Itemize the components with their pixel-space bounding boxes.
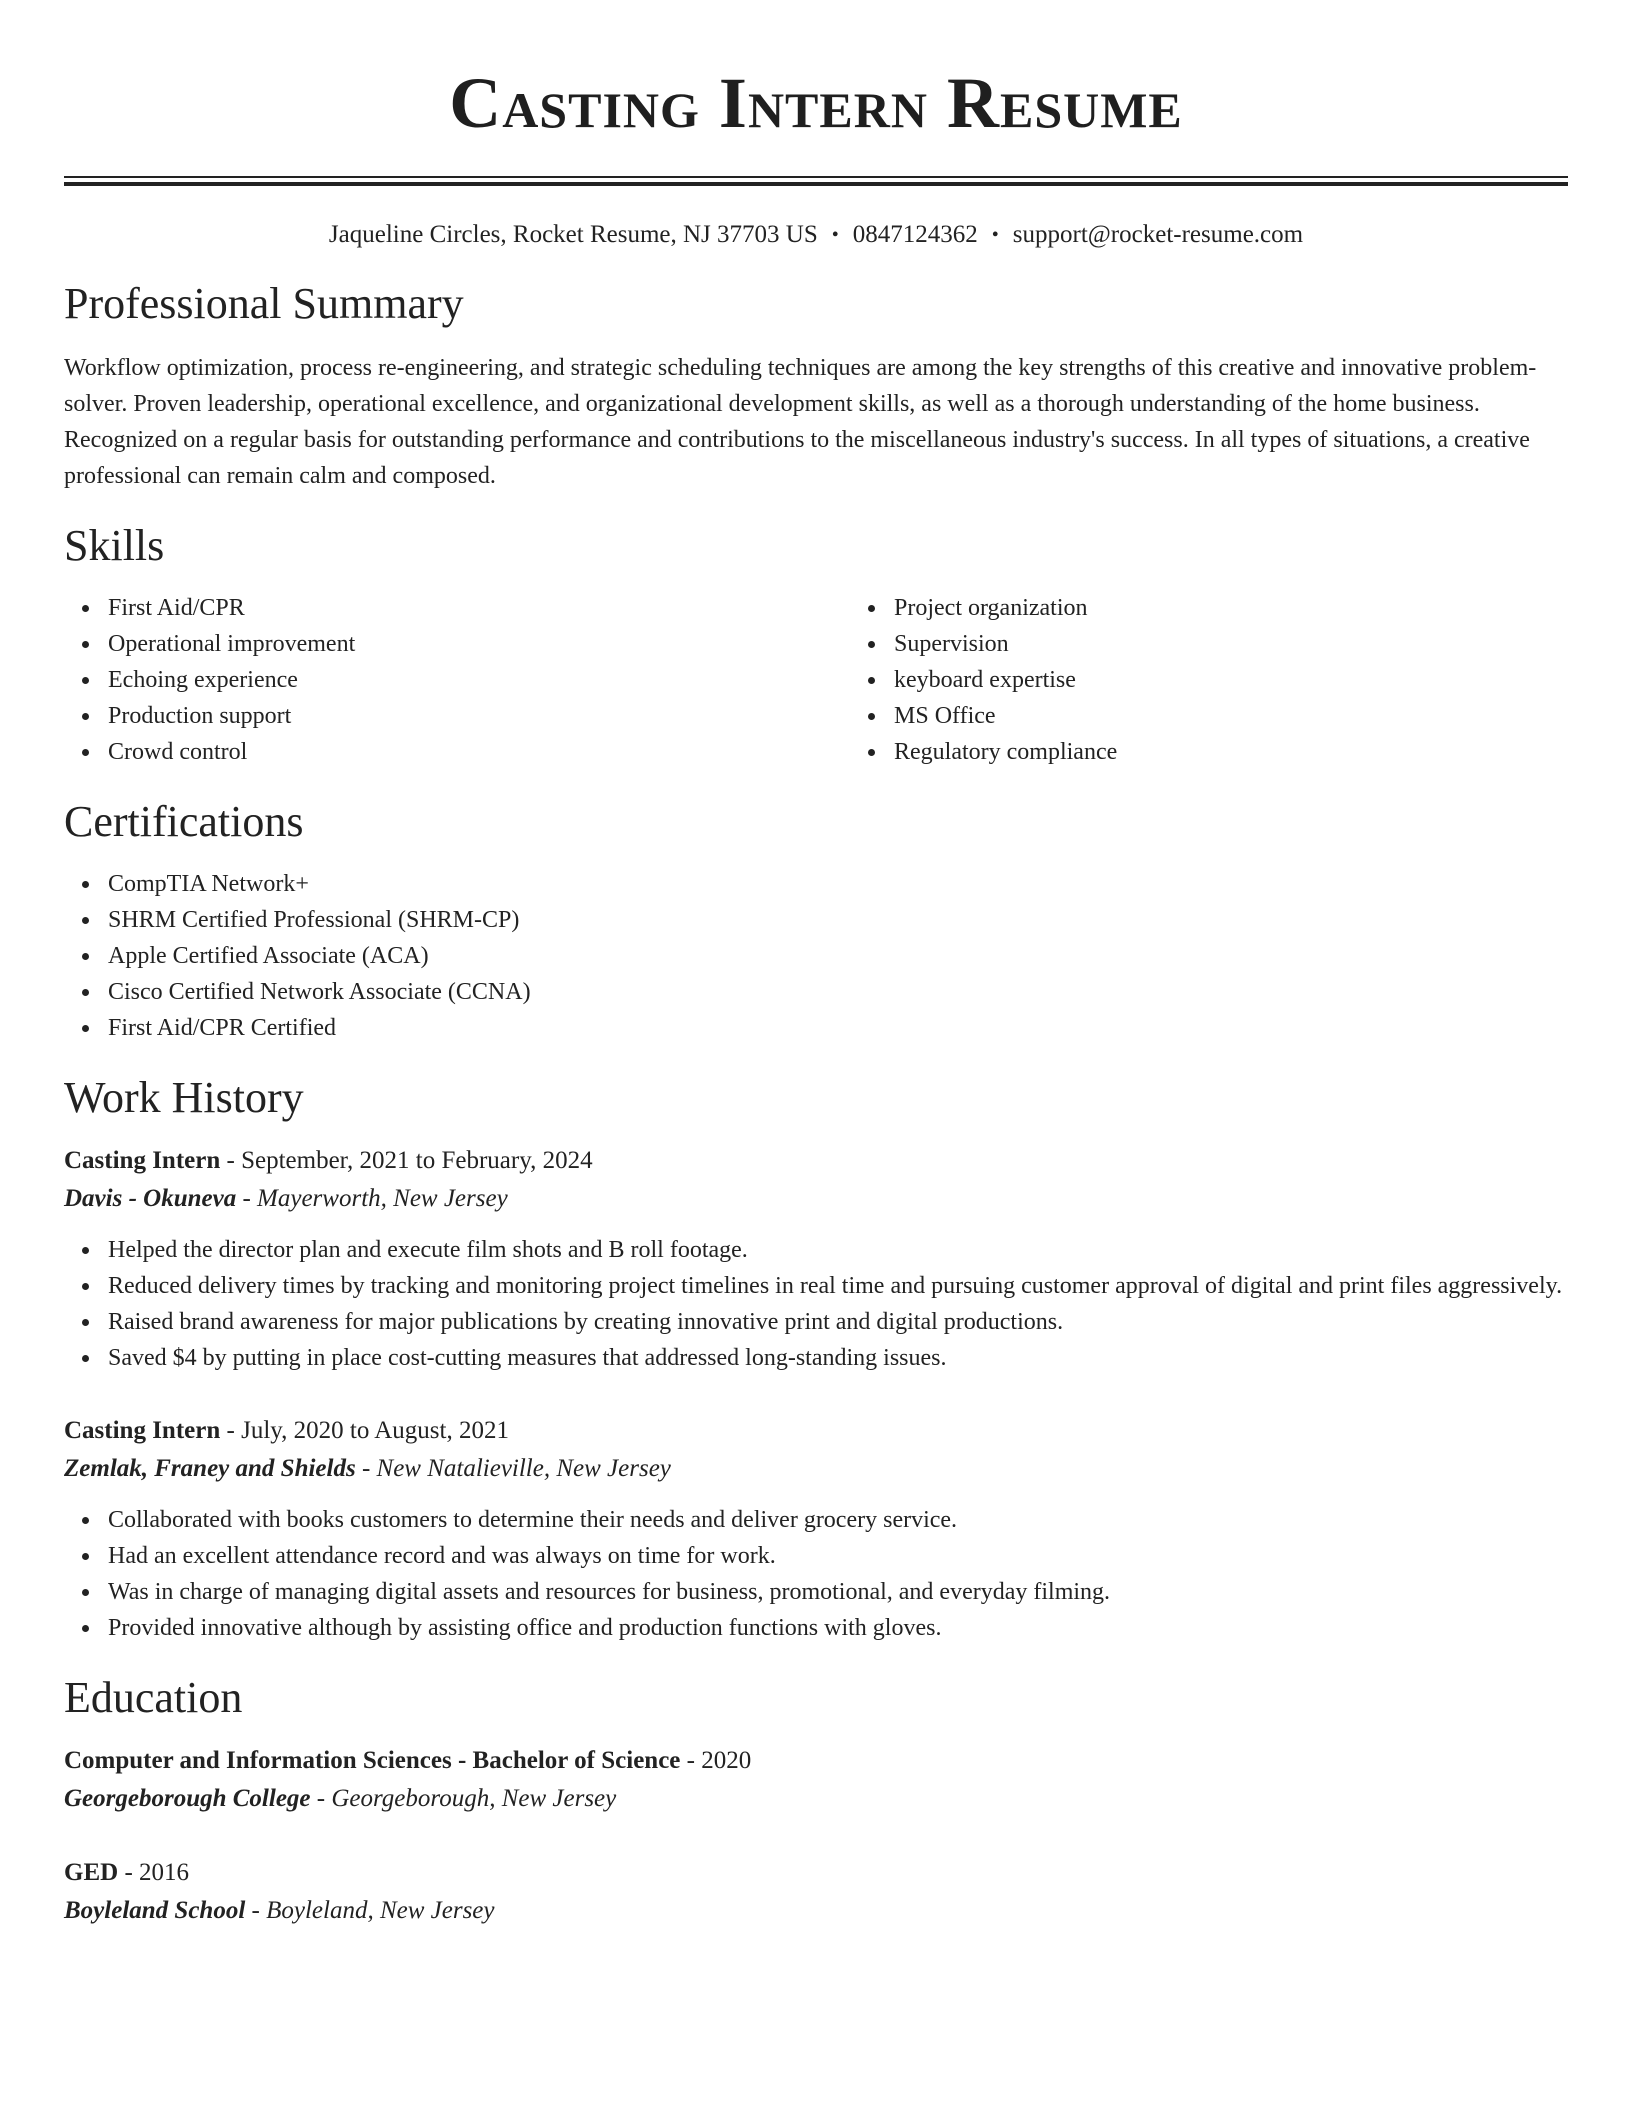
certifications-section [64,794,1568,1046]
skill-item: First Aid/CPR [108,590,850,626]
education-heading: Education [64,1673,243,1722]
skills-columns [64,590,1568,770]
job-bullets [64,1232,1568,1376]
job-bullet: Raised brand awareness for major publications by creating innovative print and digital productions. [108,1304,1568,1340]
school-name: Georgeborough College [64,1785,311,1812]
skill-item: keyboard expertise [894,662,1632,698]
company-line [64,1450,1568,1488]
skills-list-right [850,590,1632,770]
company-name: Zemlak, Franey and Shields [64,1455,356,1482]
title-divider [64,176,1568,186]
skills-section [64,518,1568,770]
job-entry [64,1412,1568,1646]
work-history-heading: Work History [64,1073,304,1122]
skill-item: Supervision [894,626,1632,662]
degree-name: Computer and Information Sciences - Bachelor of Science [64,1747,681,1774]
contact-address: Jaqueline Circles, Rocket Resume, NJ 37703 US [328,221,818,248]
skill-item: Echoing experience [108,662,850,698]
education-entry [64,1854,1568,1930]
summary-section [64,276,1568,494]
contact-email: support@rocket-resume.com [1012,221,1304,248]
school-location: - Georgeborough, New Jersey [310,1785,617,1812]
school-line [64,1780,1568,1818]
contact-line [64,218,1568,252]
contact-phone: 0847124362 [852,221,978,248]
job-dates: - July, 2020 to August, 2021 [220,1417,509,1444]
skill-item: Operational improvement [108,626,850,662]
job-bullet: Helped the director plan and execute film shots and B roll footage. [108,1232,1568,1268]
school-line [64,1892,1568,1930]
certification-item: SHRM Certified Professional (SHRM-CP) [108,902,1568,938]
company-location: - Mayerworth, New Jersey [236,1185,508,1212]
certification-item: CompTIA Network+ [108,866,1568,902]
skills-list-left [64,590,850,770]
page-title: Casting Intern Resume [449,63,1183,143]
job-title-line [64,1412,1568,1450]
degree-year: - 2016 [118,1859,190,1886]
degree-line [64,1854,1568,1892]
skill-item: Project organization [894,590,1632,626]
job-bullet: Provided innovative although by assisting office and production functions with gloves. [108,1610,1568,1646]
summary-text: Workflow optimization, process re-engineering, and strategic scheduling techniques are among the key strengths of this creative and innovative problem-solver. Proven leadership, operational excellence, and organizational development skills, as well as a thorough understanding of the home business. Recognized on a regular basis for outstanding performance and contributions to the miscellaneous industry's success. In all types of situations, a creative professional can remain calm and composed. [64,355,1537,489]
job-bullet: Had an excellent attendance record and was always on time for work. [108,1538,1568,1574]
job-bullet: Saved $4 by putting in place cost-cutting measures that addressed long-standing issues. [108,1340,1568,1376]
contact-separator: • [991,224,999,246]
school-location: - Boyleland, New Jersey [245,1897,495,1924]
skill-item: Regulatory compliance [894,734,1632,770]
education-section [64,1670,1568,1930]
job-title: Casting Intern [64,1147,221,1174]
certification-item: Apple Certified Associate (ACA) [108,938,1568,974]
job-bullets [64,1502,1568,1646]
education-entry [64,1742,1568,1818]
job-bullet: Collaborated with books customers to determine their needs and deliver grocery service. [108,1502,1568,1538]
certifications-list [64,866,1568,1046]
company-location: - New Natalieville, New Jersey [355,1455,671,1482]
job-dates: - September, 2021 to February, 2024 [220,1147,593,1174]
work-history-section [64,1070,1568,1646]
degree-name: GED [64,1859,119,1886]
skill-item: Crowd control [108,734,850,770]
skill-item: Production support [108,698,850,734]
job-entry [64,1142,1568,1376]
degree-year: - 2020 [680,1747,752,1774]
certifications-heading: Certifications [64,797,304,846]
job-bullet: Reduced delivery times by tracking and monitoring project timelines in real time and pursuing customer approval of digital and print files aggressively. [108,1268,1568,1304]
company-line [64,1180,1568,1218]
school-name: Boyleland School [64,1897,246,1924]
company-name: Davis - Okuneva [64,1185,237,1212]
contact-separator: • [831,224,839,246]
degree-line [64,1742,1568,1780]
job-title: Casting Intern [64,1417,221,1444]
skill-item: MS Office [894,698,1632,734]
job-bullet: Was in charge of managing digital assets and resources for business, promotional, and everyday filming. [108,1574,1568,1610]
summary-heading: Professional Summary [64,279,464,328]
certification-item: First Aid/CPR Certified [108,1010,1568,1046]
certification-item: Cisco Certified Network Associate (CCNA) [108,974,1568,1010]
skills-heading: Skills [64,521,165,570]
job-title-line [64,1142,1568,1180]
